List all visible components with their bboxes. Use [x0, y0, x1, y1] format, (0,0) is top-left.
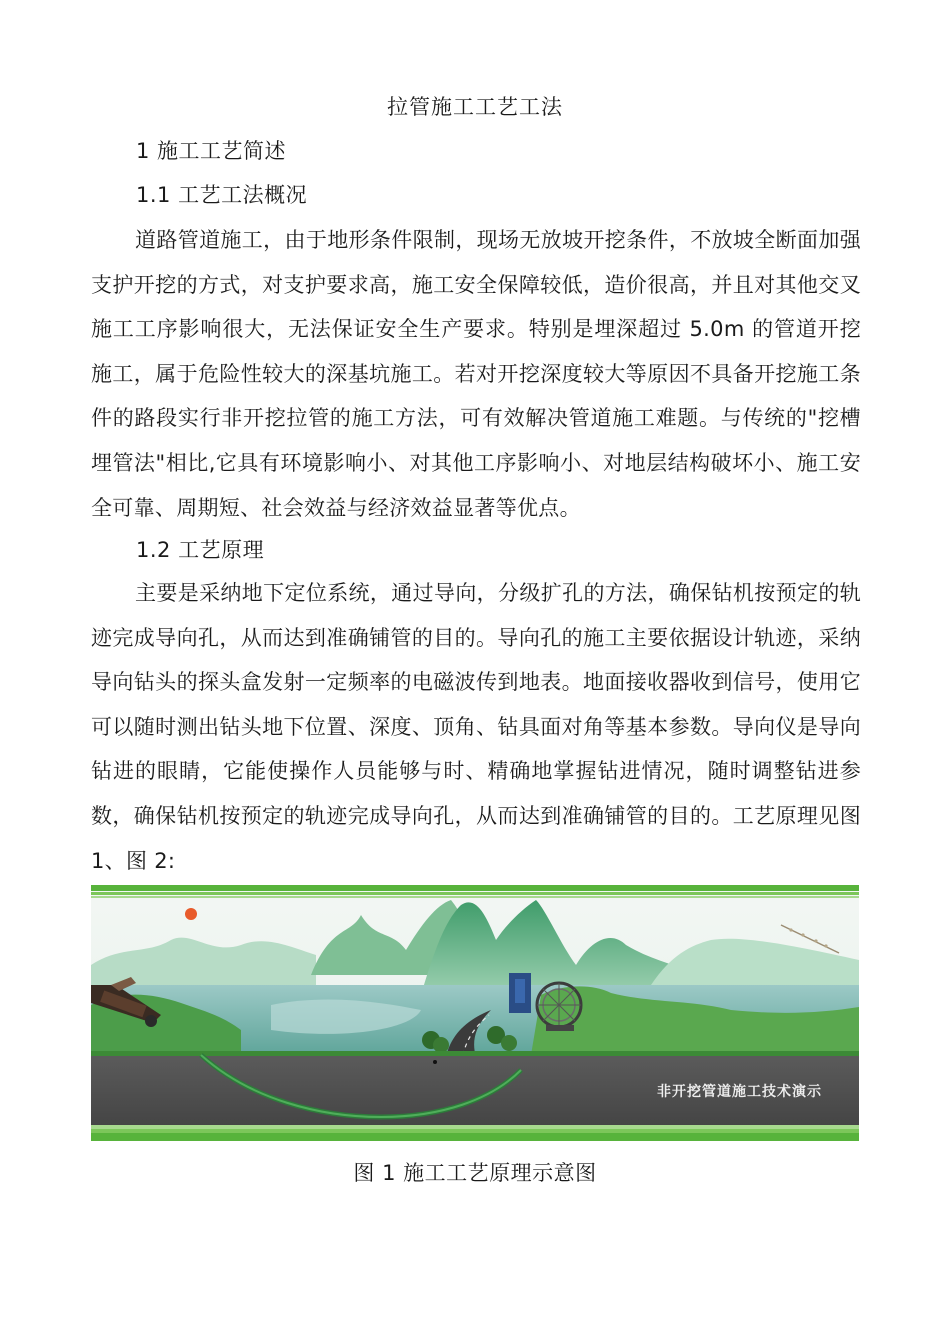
- document-title: 拉管施工工艺工法: [387, 95, 563, 119]
- paragraph-principle: 主要是采纳地下定位系统，通过导向，分级扩孔的方法，确保钻机按预定的轨迹完成导向孔，从而达到准确铺管的目的。导向孔的施工主要依据设计轨迹，采纳导向钻头的探头盒发射一定频率的电磁波传到地表。地面接收器收到信号，使用它可以随时测出钻头地下位置、深度、顶角、钻具面对角等基本参数。导向仪是导向钻进的眼睛，它能使操作人员能够与时、精确地掌握钻进情况，随时调整钻进参数，确保钻机按预定的轨迹完成导向孔，从而达到准确铺管的目的。工艺原理见图 1、图 2:: [91, 581, 861, 873]
- figure-banner-text: 非开挖管道施工技术演示: [657, 1084, 822, 1100]
- section-heading-1-2: 1.2 工艺原理: [136, 538, 265, 562]
- section-heading-1: 1 施工工艺简述: [136, 139, 287, 163]
- section-heading-1-1: 1.1 工艺工法概况: [136, 183, 308, 207]
- construction-illustration: [91, 885, 859, 1141]
- paragraph-overview: 道路管道施工，由于地形条件限制，现场无放坡开挖条件，不放坡全断面加强支护开挖的方式，对支护要求高，施工安全保障较低，造价很高，并且对其他交叉施工工序影响很大，无法保证安全生产要求。特别是埋深超过 5.0m 的管道开挖施工，属于危险性较大的深基坑施工。若对开挖深度较大等原因不具备开挖施工条件的路段实行非开挖拉管的施工方法，可有效解决管道施工难题。与传统的"挖槽埋管法"相比,它具有环境影响小、对其他工序影响小、对地层结构破坏小、施工安全可靠、周期短、社会效益与经济效益显著等优点。: [91, 228, 861, 520]
- figure-caption: 图 1 施工工艺原理示意图: [353, 1161, 597, 1185]
